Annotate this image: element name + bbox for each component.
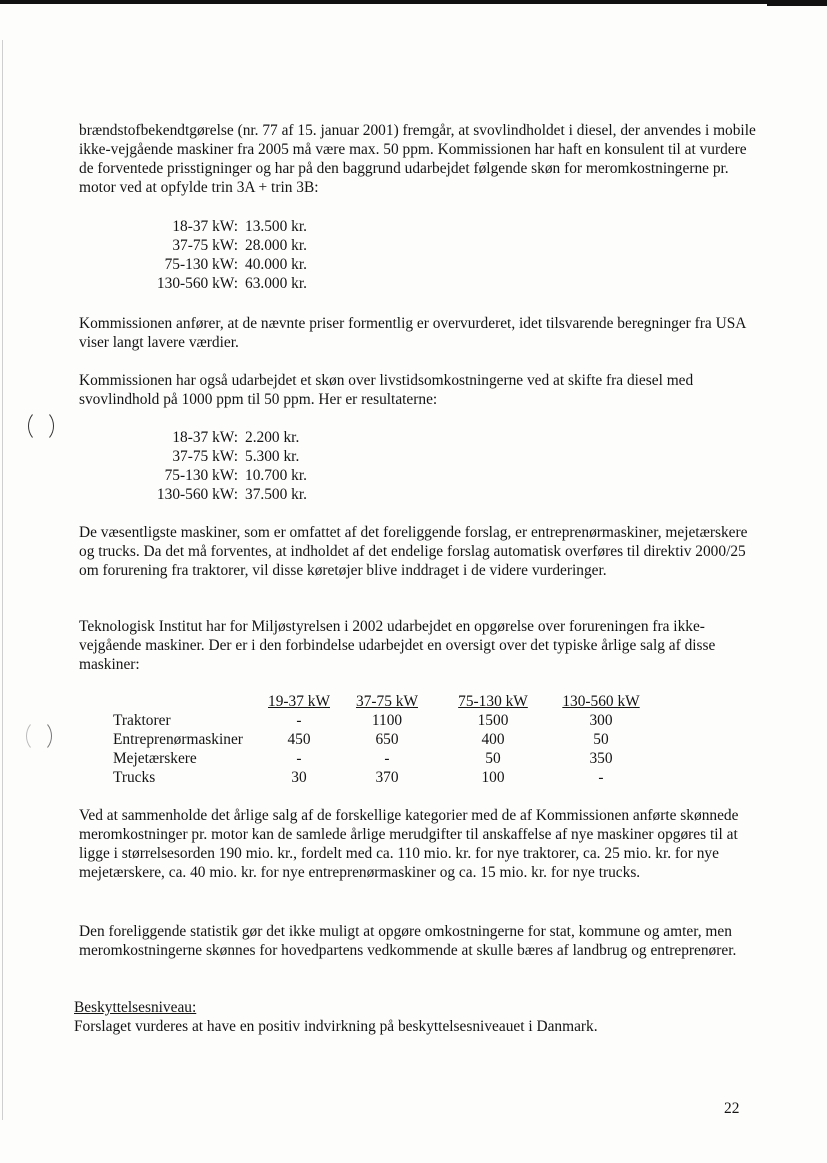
table-cell: 1100 <box>371 712 403 729</box>
punch-hole-mark <box>28 410 54 442</box>
paragraph-overrated: Kommissionen anfører, at de nævnte priser formentlig er overvurderet, idet tilsvarende beregninger fra USA viser langt lavere værdier. <box>79 315 746 351</box>
column-header: 75-130 kW <box>458 693 528 710</box>
sales-table <box>113 692 653 787</box>
table-row <box>113 711 653 730</box>
section-heading: Beskyttelsesniveau: <box>74 999 197 1016</box>
table-cell: 30 <box>291 769 307 786</box>
paragraph-machines: De væsentligste maskiner, som er omfattet af det foreliggende forslag, er entreprenørmaskiner, mejetærskere og trucks. Da det må forventes, at indholdet af det endelige forslag automatisk overføres til direktiv 2000/25 om forurening fra traktorer, vil disse køretøjer blive inddraget i de videre vurderinger. <box>79 524 748 579</box>
punch-hole-mark <box>26 720 52 752</box>
list-item <box>140 428 307 447</box>
left-scan-edge <box>2 40 3 1120</box>
column-header <box>113 692 261 711</box>
cost-value: 63.000 kr. <box>245 275 307 292</box>
row-label: Trucks <box>113 769 156 786</box>
kw-range: 18-37 kW: <box>172 218 238 235</box>
cost-value: 37.500 kr. <box>245 486 307 503</box>
table-cell: 300 <box>589 712 613 729</box>
list-item <box>140 485 307 504</box>
cost-per-motor-list <box>140 217 307 293</box>
paragraph-institute: Teknologisk Institut har for Miljøstyrelsen i 2002 udarbejdet en opgørelse over forureningen fra ikke-vejgående maskiner. Der er i den forbindelse udarbejdet en oversigt over det typiske årlige salg af disse maskiner: <box>79 618 716 673</box>
table-cell: - <box>384 750 390 767</box>
list-item <box>140 274 307 293</box>
table-cell: 1500 <box>477 712 509 729</box>
paragraph-statistics: Den foreliggende statistik gør det ikke muligt at opgøre omkostningerne for stat, kommune og amter, men meromkostningerne skønnes for hovedpartens vedkommende at skulle bæres af landbrug og entreprenører. <box>79 923 737 959</box>
table-cell: 50 <box>593 731 609 748</box>
paragraph-lifetime: Kommissionen har også udarbejdet et skøn over livstidsomkostningerne ved at skifte fra diesel med svovlindhold på 1000 ppm til 50 ppm. Her er resultaterne: <box>79 372 694 408</box>
row-label: Mejetærskere <box>113 750 197 767</box>
column-header: 37-75 kW <box>356 693 418 710</box>
cost-value: 2.200 kr. <box>245 429 300 446</box>
table-cell: 100 <box>481 769 505 786</box>
column-header: 19-37 kW <box>268 693 330 710</box>
kw-range: 18-37 kW: <box>172 429 238 446</box>
list-item <box>140 447 307 466</box>
cost-value: 40.000 kr. <box>245 256 307 273</box>
top-border-line <box>0 0 827 4</box>
list-item <box>140 217 307 236</box>
table-cell: 50 <box>485 750 501 767</box>
kw-range: 37-75 kW: <box>172 448 238 465</box>
list-item <box>140 466 307 485</box>
table-header-row <box>113 692 653 711</box>
list-item <box>140 236 307 255</box>
page-number: 22 <box>724 1100 740 1117</box>
kw-range: 75-130 kW: <box>164 467 238 484</box>
table-cell: 650 <box>375 731 399 748</box>
kw-range: 75-130 kW: <box>164 256 238 273</box>
kw-range: 130-560 kW: <box>156 275 238 292</box>
table-cell: 450 <box>287 731 311 748</box>
row-label: Entreprenørmaskiner <box>113 731 243 748</box>
table-row <box>113 730 653 749</box>
cost-value: 28.000 kr. <box>245 237 307 254</box>
paragraph-protection: Forslaget vurderes at have en positiv indvirkning på beskyttelsesniveauet i Danmark. <box>74 1018 598 1035</box>
table-cell: 350 <box>589 750 613 767</box>
column-header: 130-560 kW <box>562 693 640 710</box>
cost-value: 13.500 kr. <box>245 218 307 235</box>
cost-value: 10.700 kr. <box>245 467 307 484</box>
kw-range: 130-560 kW: <box>156 486 238 503</box>
table-row <box>113 768 653 787</box>
table-cell: - <box>296 712 302 729</box>
table-row <box>113 749 653 768</box>
lifetime-cost-list <box>140 428 307 504</box>
row-label: Traktorer <box>113 712 171 729</box>
list-item <box>140 255 307 274</box>
table-cell: 400 <box>481 731 505 748</box>
cost-value: 5.300 kr. <box>245 448 300 465</box>
table-cell: 370 <box>375 769 399 786</box>
paragraph-intro: brændstofbekendtgørelse (nr. 77 af 15. januar 2001) fremgår, at svovlindholdet i diesel, der anvendes i mobile ikke-vejgående maskiner fra 2005 må være max. 50 ppm. Kommissionen har haft en konsulent til at vurdere de forventede prisstigninger og har på den baggrund udarbejdet følgende skøn for meromkostningerne pr. motor ved at opfylde trin 3A + trin 3B: <box>79 122 756 196</box>
table-cell: - <box>598 769 604 786</box>
paragraph-costs: Ved at sammenholde det årlige salg af de forskellige kategorier med de af Kommissionen anførte skønnede meromkostninger pr. motor kan de samlede årlige merudgifter til anskaffelse af nye maskiner opgøres til at ligge i størrelsesorden 190 mio. kr., fordelt med ca. 110 mio. kr. for nye traktorer, ca. 25 mio. kr. for nye mejetærskere, ca. 40 mio. kr. for nye entreprenørmaskiner og ca. 15 mio. kr. for nye trucks. <box>79 807 739 881</box>
table-cell: - <box>296 750 302 767</box>
kw-range: 37-75 kW: <box>172 237 238 254</box>
